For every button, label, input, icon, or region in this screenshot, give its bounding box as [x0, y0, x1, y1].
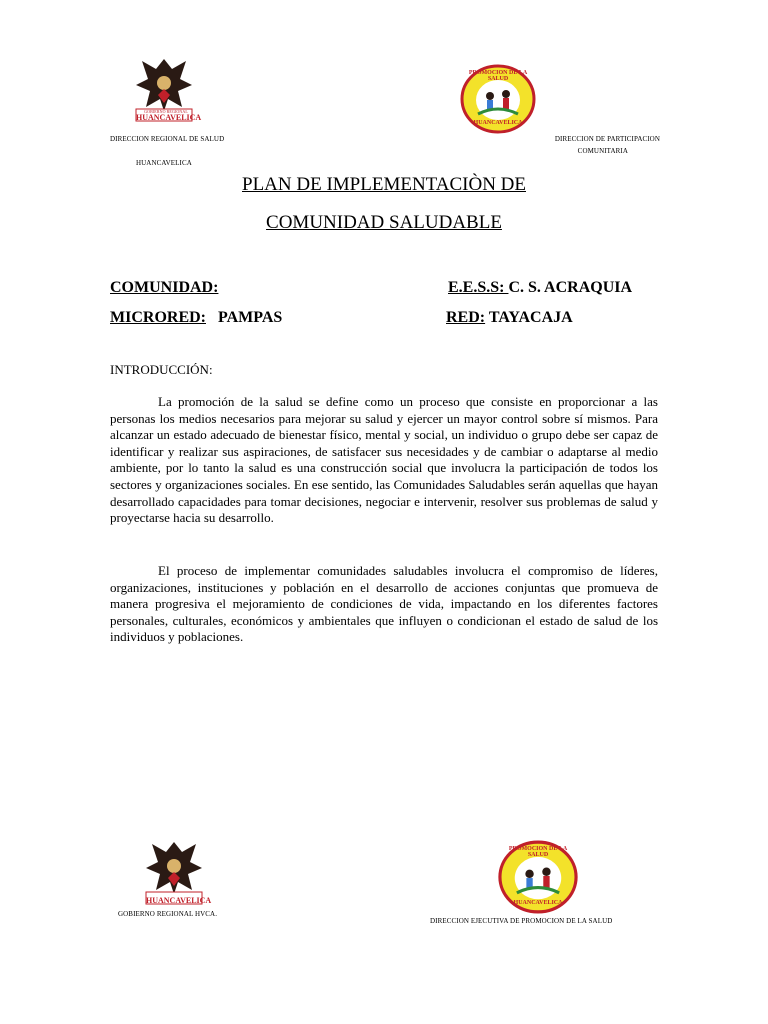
- red-label: RED:: [446, 309, 486, 326]
- footer-logo-top-text: PROMOCION DE LA SALUD: [508, 846, 568, 858]
- comunidad-label: COMUNIDAD:: [110, 279, 219, 296]
- red-value: TAYACAJA: [488, 309, 573, 326]
- microred-label: MICRORED:: [110, 309, 206, 326]
- red-field: [446, 309, 573, 327]
- microred-field: [110, 309, 282, 327]
- header-left-line2: HUANCAVELICA: [136, 159, 192, 167]
- footer-gobierno-logo: [138, 838, 210, 908]
- logo-caption-small: GOBIERNO REGIONAL: [144, 109, 188, 114]
- footer-logo-bottom-text: HUANCAVELICA: [513, 900, 563, 906]
- title-line1: PLAN DE IMPLEMENTACIÒN DE: [242, 174, 526, 195]
- footer-promocion-logo: [496, 840, 580, 914]
- microred-value: PAMPAS: [218, 309, 283, 326]
- promocion-salud-logo: [460, 64, 536, 134]
- footer-right-caption: DIRECCION EJECUTIVA DE PROMOCION DE LA SALUD: [430, 917, 613, 925]
- header-left-line1: DIRECCION REGIONAL DE SALUD: [110, 135, 225, 143]
- intro-paragraph-2: El proceso de implementar comunidades saludables involucra el compromiso de líderes, organizaciones, instituciones y población en el desarrollo de acciones conjuntas que promueva de manera progresiva el mejoramiento de condiciones de vida, impactando en los diferentes factores personales, culturales, económicos y ambientales que influyen o condicionan el estado de salud de los individuos y poblaciones.: [110, 563, 658, 645]
- header-right-line2: COMUNITARIA: [577, 147, 628, 155]
- gobierno-regional-logo: [128, 55, 200, 125]
- intro-paragraph-1: La promoción de la salud se define como un proceso que consiste en proporcionar a las personas los medios necesarios para mejorar su salud y ejercer un mayor control sobre sí mismos. Para alcanzar un estado adecuado de bienestar físico, mental y social, un individuo o grupo debe ser capaz de identificar y realizar sus aspiraciones, de satisfacer sus necesidades y de cambiar o adaptarse al medio ambiente, por lo tanto la salud es una construcción social que involucra la participación de todos los sectores y organizaciones sociales. En ese sentido, las Comunidades Saludables serán aquellas que hayan desarrollado capacidades para tomar decisiones, negociar e intervenir, resolver sus problemas de salud y proyectarse hacia su desarrollo.: [110, 394, 658, 526]
- logo-caption: HUANCAVELICA: [136, 113, 202, 122]
- logo-bottom-text: HUANCAVELICA: [473, 120, 523, 126]
- intro-heading: INTRODUCCIÓN:: [110, 362, 213, 377]
- title-line2: COMUNIDAD SALUDABLE: [266, 212, 502, 233]
- header-right-line1: DIRECCION DE PARTICIPACION: [554, 135, 660, 143]
- footer-logo-caption: HUANCAVELICA: [146, 896, 212, 905]
- eess-label: E.E.S.S:: [448, 279, 509, 296]
- logo-top-text: PROMOCION DE LA SALUD: [468, 70, 528, 82]
- eess-field: [448, 279, 632, 297]
- footer-left-caption: GOBIERNO REGIONAL HVCA.: [118, 910, 218, 918]
- eess-value: C. S. ACRAQUIA: [508, 279, 633, 296]
